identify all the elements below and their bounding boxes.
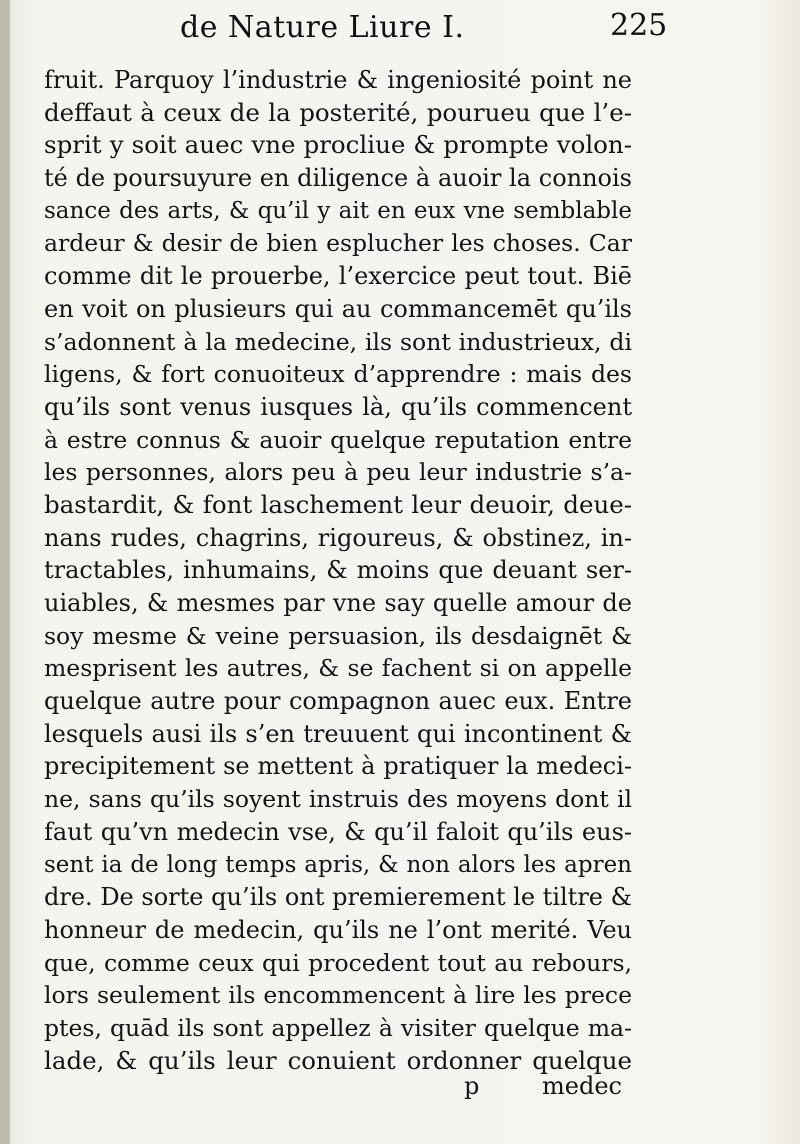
body-text: [44, 64, 632, 1077]
text-line: lade, & qu’ils leur conuient ordonner quelque: [44, 1045, 632, 1075]
text-line: soy mesme & veine persuasion, ils desdaignēt &: [44, 621, 632, 650]
text-line: mesprisent les autres, & se fachent si on appelle: [44, 654, 632, 683]
text-line: quelque autre pour compagnon auec eux. Entre: [44, 687, 632, 716]
text-line: comme dit le prouerbe, l’exercice peut tout. Biē: [44, 262, 632, 291]
text-line: precipitement se mettent à pratiquer la medeci-: [44, 752, 632, 781]
text-line: bastardit, & font laschement leur deuoir, deue-: [44, 489, 632, 519]
page-gutter: [0, 0, 10, 1144]
page-number: 225: [610, 8, 668, 43]
text-line: les personnes, alors peu à peu leur industrie s’a-: [44, 458, 632, 487]
text-line: lors seulement ils encommencent à lire les prece: [44, 981, 632, 1010]
signature-mark: p: [464, 1072, 480, 1100]
running-title: de Nature Liure I.: [180, 10, 465, 45]
text-line: té de poursuyure en diligence à auoir la connois: [44, 164, 632, 193]
text-line: s’adonnent à la medecine, ils sont industrieux, di: [44, 327, 632, 356]
text-line: qu’ils sont venus iusques là, qu’ils commencent: [44, 392, 632, 421]
text-line: ptes, quād ils sont appellez à visiter quelque ma-: [44, 1013, 632, 1042]
text-line: en voit on plusieurs qui au commancemēt qu’ils: [44, 294, 632, 323]
catchword: medec: [542, 1072, 622, 1100]
text-line: dre. De sorte qu’ils ont premierement le tiltre &: [44, 883, 632, 912]
text-line: lesquels ausi ils s’en treuuent qui incontinent &: [44, 719, 632, 748]
text-line: ne, sans qu’ils soyent instruis des moyens dont il: [44, 785, 632, 814]
text-line: sance des arts, & qu’il y ait en eux vne semblable: [44, 197, 632, 224]
text-line: ardeur & desir de bien esplucher les choses. Car: [44, 229, 632, 258]
text-line: sent ia de long temps apris, & non alors les apren: [44, 851, 632, 878]
text-line: tractables, inhumains, & moins que deuant ser-: [44, 556, 632, 585]
text-line: sprit y soit auec vne procliue & prompte volon-: [44, 130, 632, 160]
text-line: ligens, & fort conuoiteux d’apprendre : mais des: [44, 360, 632, 389]
text-line: nans rudes, chagrins, rigoureus, & obstinez, in-: [44, 523, 632, 552]
text-line: honneur de medecin, qu’ils ne l’ont merité. Veu: [44, 915, 632, 944]
text-line: uiables, & mesmes par vne say quelle amour de: [44, 589, 632, 617]
running-header: [180, 6, 668, 50]
page-footer: [44, 1070, 632, 1104]
text-line: que, comme ceux qui procedent tout au rebours,: [44, 948, 632, 977]
text-line: à estre connus & auoir quelque reputation entre: [44, 425, 632, 454]
text-line: deffaut à ceux de la posterité, pourueu que l’e-: [44, 97, 632, 127]
text-line: faut qu’vn medecin vse, & qu’il faloit qu’ils eus-: [44, 817, 632, 846]
text-line: fruit. Parquoy l’industrie & ingeniosité point ne: [44, 66, 632, 94]
